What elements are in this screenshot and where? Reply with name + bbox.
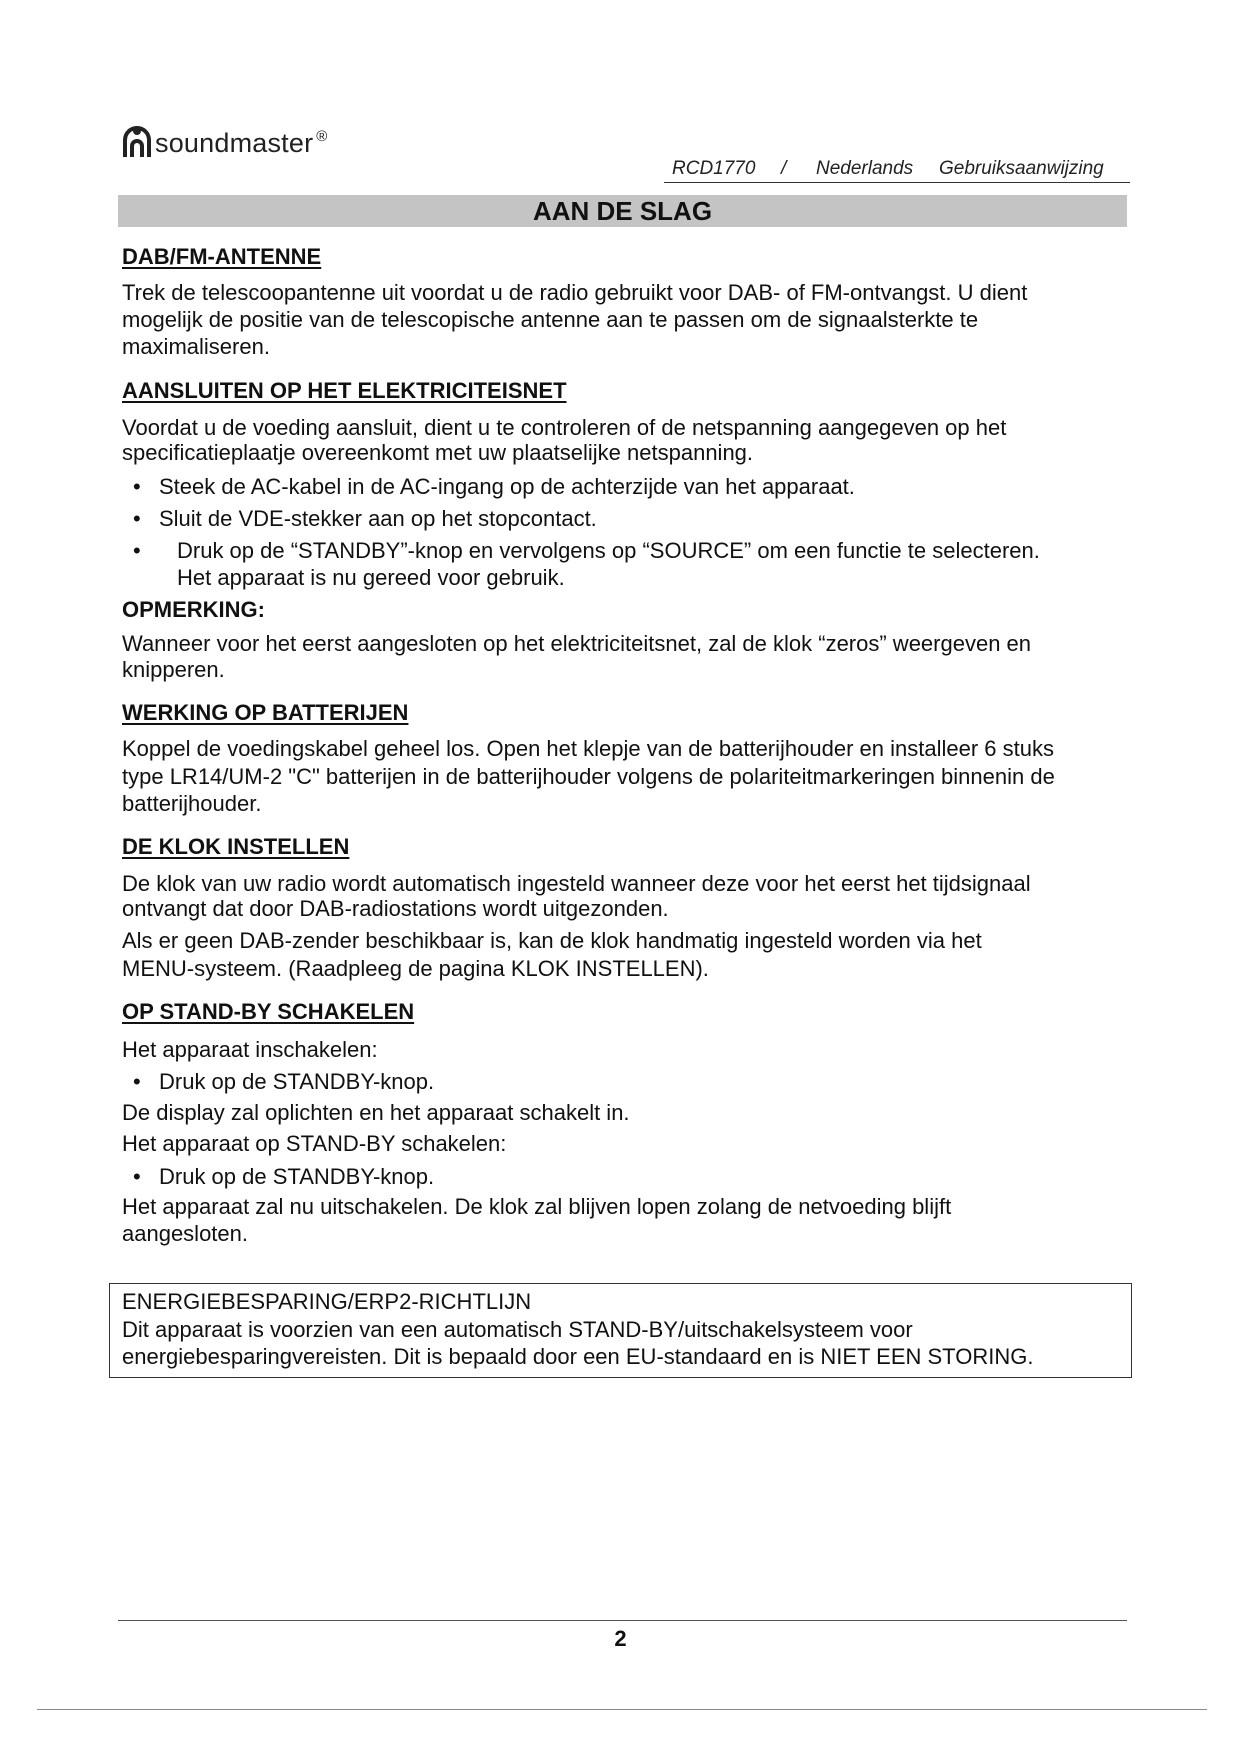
header-separator: / bbox=[781, 158, 787, 179]
energy-title: ENERGIEBESPARING/ERP2-RICHTLIJN bbox=[122, 1289, 532, 1314]
standby-line: aangesloten. bbox=[122, 1221, 248, 1246]
mains-line: Voordat u de voeding aansluit, dient u te controleren of de netspanning aangegeven op het bbox=[122, 415, 1007, 440]
list-item: • Druk op de STANDBY-knop. bbox=[133, 1069, 435, 1094]
bullet-icon: • bbox=[133, 506, 141, 531]
header-language: Nederlands bbox=[816, 158, 914, 179]
bullet-icon: • bbox=[133, 474, 141, 499]
header-model: RCD1770 bbox=[672, 158, 756, 179]
standby-line: Het apparaat zal nu uitschakelen. De klok zal blijven lopen zolang de netvoeding blijft bbox=[122, 1194, 952, 1219]
note-line: knipperen. bbox=[122, 657, 225, 682]
soundmaster-logo-icon bbox=[122, 124, 152, 158]
bullet-icon: • bbox=[133, 1069, 141, 1094]
footer-divider bbox=[118, 1620, 1127, 1621]
clock-line: MENU-systeem. (Raadpleeg de pagina KLOK INSTELLEN). bbox=[122, 956, 709, 981]
clock-line: Als er geen DAB-zender beschikbaar is, kan de klok handmatig ingesteld worden via het bbox=[122, 928, 982, 953]
mains-line: specificatieplaatje overeenkomt met uw plaatselijke netspanning. bbox=[122, 440, 754, 465]
list-item: • Druk op de STANDBY-knop. bbox=[133, 1164, 435, 1189]
standby-line: De display zal oplichten en het apparaat schakelt in. bbox=[122, 1100, 630, 1125]
section-heading-mains: AANSLUITEN OP HET ELEKTRICITEISNET bbox=[122, 378, 567, 403]
header-doc-type: Gebruiksaanwijzing bbox=[939, 158, 1104, 179]
section-heading-battery: WERKING OP BATTERIJEN bbox=[122, 700, 409, 725]
section-heading-antenna: DAB/FM-ANTENNE bbox=[122, 244, 322, 269]
page-title: AAN DE SLAG bbox=[118, 195, 1127, 227]
section-heading-clock: DE KLOK INSTELLEN bbox=[122, 834, 350, 859]
note-line: Wanneer voor het eerst aangesloten op het elektriciteitsnet, zal de klok “zeros” weergeven en bbox=[122, 631, 1032, 656]
bullet-icon: • bbox=[133, 1164, 141, 1189]
brand-name: soundmaster ® bbox=[155, 128, 328, 158]
standby-line: Het apparaat inschakelen: bbox=[122, 1037, 378, 1062]
note-heading: OPMERKING: bbox=[122, 597, 265, 622]
battery-line: type LR14/UM-2 "C" batterijen in de batterijhouder volgens de polariteitmarkeringen binnenin de bbox=[122, 764, 1055, 789]
battery-line: Koppel de voedingskabel geheel los. Open het klepje van de batterijhouder en installeer 6 stuks bbox=[122, 736, 1054, 761]
antenna-line: maximaliseren. bbox=[122, 334, 270, 359]
battery-line: batterijhouder. bbox=[122, 791, 262, 816]
document-header bbox=[664, 156, 1130, 183]
brand-logo bbox=[122, 118, 328, 158]
antenna-line: mogelijk de positie van de telescopische antenne aan te passen om de signaalsterkte te bbox=[122, 307, 979, 332]
standby-line: Het apparaat op STAND-BY schakelen: bbox=[122, 1131, 507, 1156]
clock-line: De klok van uw radio wordt automatisch ingesteld wanneer deze voor het eerst het tijdsignaal bbox=[122, 871, 1031, 896]
antenna-line: Trek de telescoopantenne uit voordat u de radio gebruikt voor DAB- of FM-ontvangst. U dient bbox=[122, 280, 1028, 305]
list-item: • Druk op de “STANDBY”-knop en vervolgens op “SOURCE” om een functie te selecteren. Het apparaat is nu gereed voor gebruik. bbox=[133, 538, 1040, 590]
energy-line: energiebesparingvereisten. Dit is bepaald door een EU-standaard en is NIET EEN STORING. bbox=[122, 1344, 1034, 1369]
energy-notice-box bbox=[109, 1283, 1132, 1378]
section-heading-standby: OP STAND-BY SCHAKELEN bbox=[122, 999, 415, 1024]
clock-line: ontvangt dat door DAB-radiostations wordt uitgezonden. bbox=[122, 896, 669, 921]
energy-line: Dit apparaat is voorzien van een automatisch STAND-BY/uitschakelsysteem voor bbox=[122, 1317, 913, 1342]
list-item: • Sluit de VDE-stekker aan op het stopcontact. bbox=[133, 506, 597, 531]
bottom-divider bbox=[37, 1709, 1207, 1710]
page-number: 2 bbox=[614, 1626, 627, 1651]
list-item: • Steek de AC-kabel in de AC-ingang op de achterzijde van het apparaat. bbox=[133, 474, 855, 499]
bullet-icon: • bbox=[133, 538, 141, 563]
